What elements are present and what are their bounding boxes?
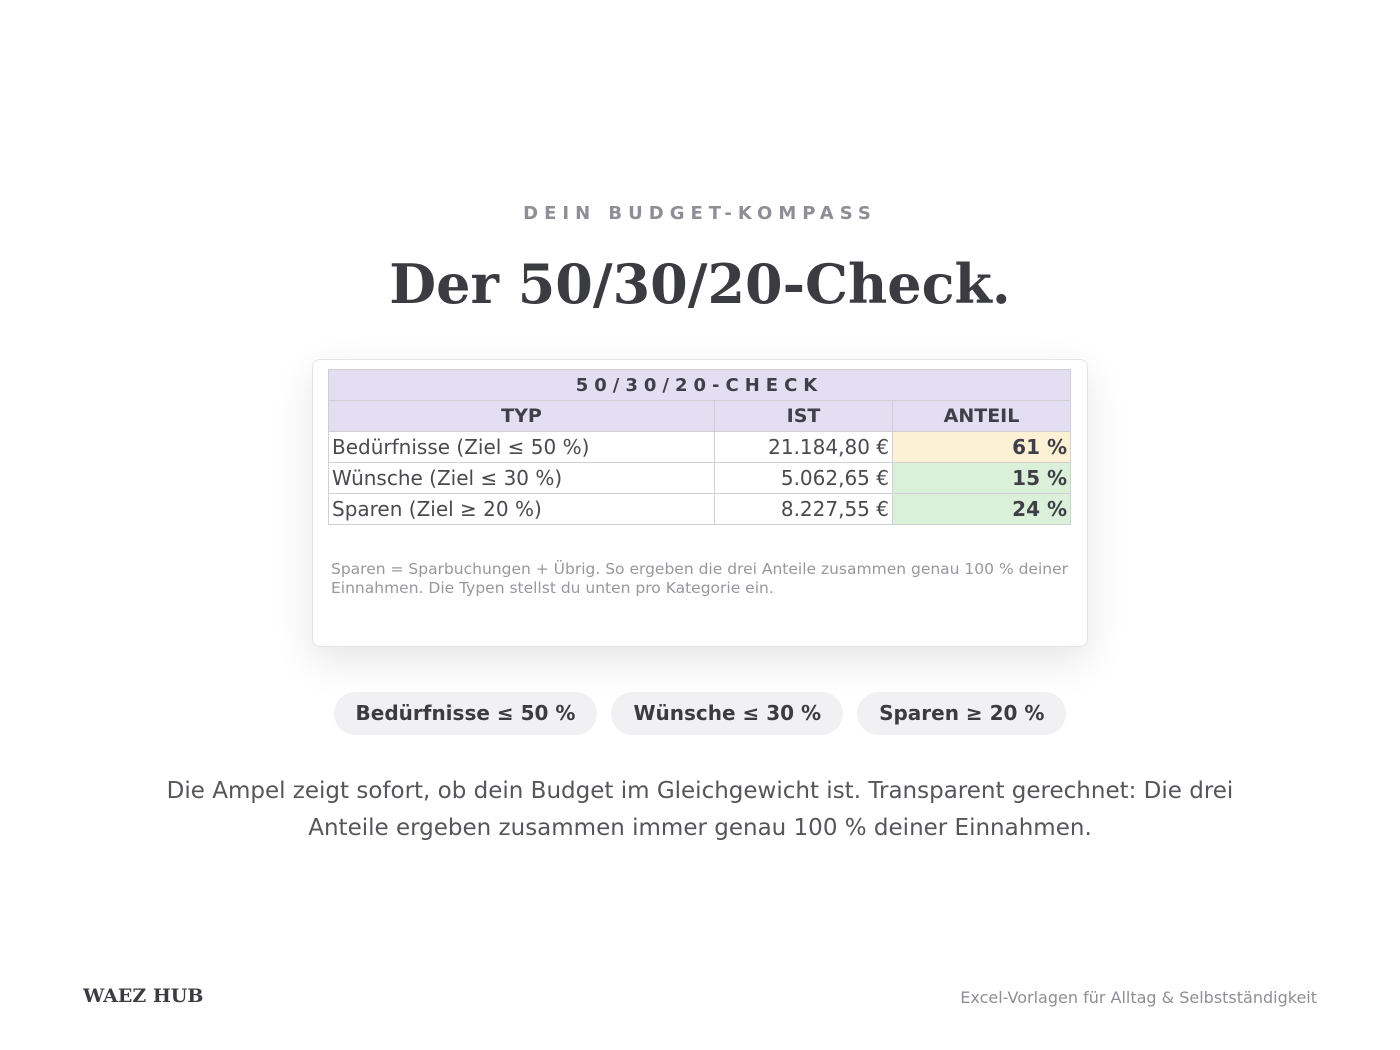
column-header-ist: IST (715, 401, 893, 432)
cell-typ: Sparen (Ziel ≥ 20 %) (329, 494, 715, 525)
cell-ist: 8.227,55 € (715, 494, 893, 525)
cell-anteil: 15 % (893, 463, 1071, 494)
column-header-typ: TYP (329, 401, 715, 432)
cell-typ: Wünsche (Ziel ≤ 30 %) (329, 463, 715, 494)
table-row (329, 432, 1071, 463)
target-pills (0, 692, 1400, 735)
table-row (329, 494, 1071, 525)
column-header-anteil: ANTEIL (893, 401, 1071, 432)
footer-tagline: Excel-Vorlagen für Alltag & Selbstständigkeit (960, 988, 1317, 1007)
cell-ist: 21.184,80 € (715, 432, 893, 463)
pill-beduerfnisse: Bedürfnisse ≤ 50 % (334, 692, 598, 735)
table-footnote: Sparen = Sparbuchungen + Übrig. So ergeben die drei Anteile zusammen genau 100 % deiner Einnahmen. Die Typen stellst du unten pro Kategorie ein. (331, 560, 1069, 597)
cell-anteil: 61 % (893, 432, 1071, 463)
cell-typ: Bedürfnisse (Ziel ≤ 50 %) (329, 432, 715, 463)
cell-ist: 5.062,65 € (715, 463, 893, 494)
cell-anteil: 24 % (893, 494, 1071, 525)
pill-wuensche: Wünsche ≤ 30 % (611, 692, 843, 735)
table-banner: 50/30/20-CHECK (329, 370, 1071, 401)
eyebrow-label: DEIN BUDGET-KOMPASS (523, 203, 877, 224)
pill-sparen: Sparen ≥ 20 % (857, 692, 1066, 735)
table-banner-row (329, 370, 1071, 401)
check-table (328, 369, 1071, 525)
table-header-row (329, 401, 1071, 432)
spreadsheet-screenshot-card (312, 359, 1088, 647)
page-title: Der 50/30/20-Check. (389, 252, 1011, 316)
brand-logo-text: WAEZ HUB (83, 985, 204, 1007)
table-row (329, 463, 1071, 494)
description-text: Die Ampel zeigt sofort, ob dein Budget im Gleichgewicht ist. Transparent gerechnet: Die drei Anteile ergeben zusammen immer genau 100 % deiner Einnahmen. (166, 778, 1234, 841)
